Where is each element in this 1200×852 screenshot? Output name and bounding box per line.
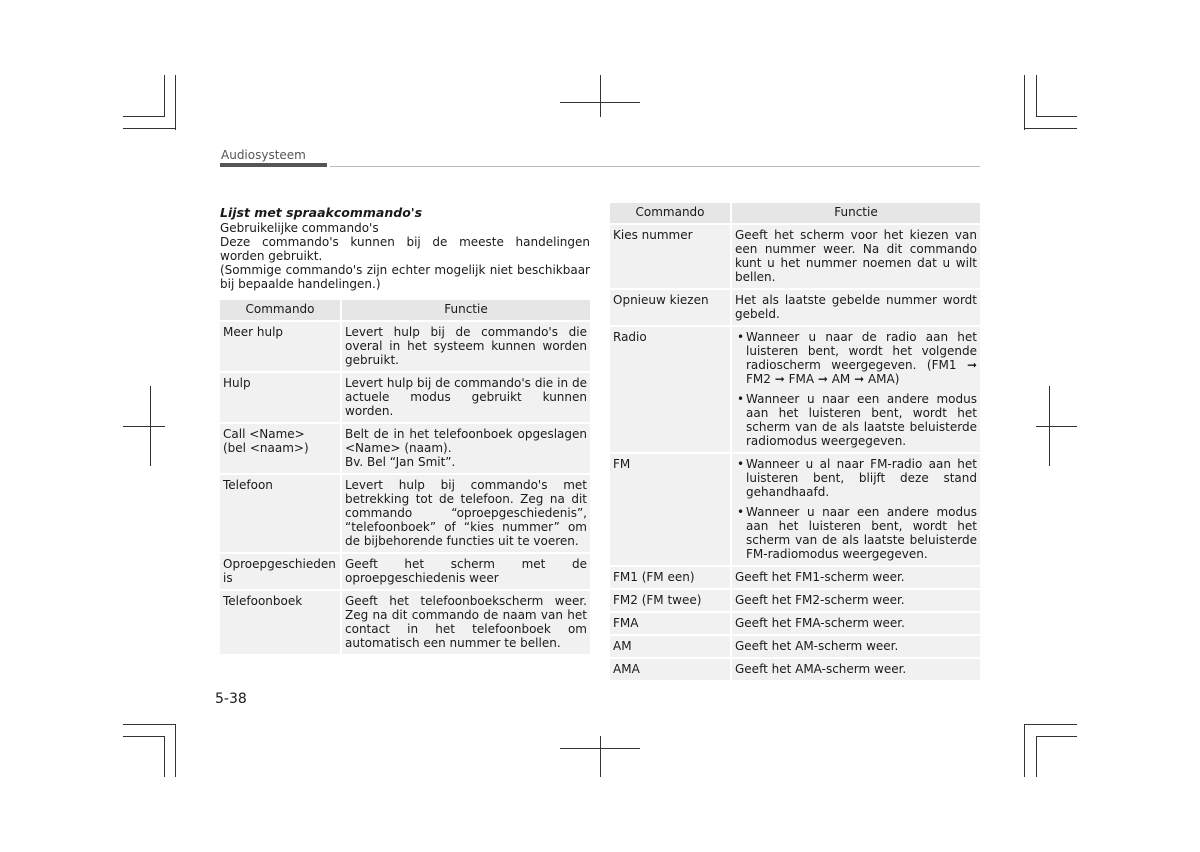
crop-mark bbox=[600, 736, 601, 777]
header-bar bbox=[220, 163, 327, 167]
function-cell: Geeft het AM-scherm weer. bbox=[730, 634, 980, 657]
subsection-title: Gebruikelijke commando's bbox=[220, 221, 379, 235]
crop-mark bbox=[123, 128, 175, 129]
table-row bbox=[220, 473, 590, 552]
command-cell: Kies nummer bbox=[610, 223, 730, 288]
table-row bbox=[610, 657, 980, 680]
column-header-function: Functie bbox=[340, 300, 590, 320]
crop-mark bbox=[1036, 116, 1077, 117]
crop-mark bbox=[164, 736, 165, 777]
page-number: 5-38 bbox=[215, 691, 247, 707]
crop-mark bbox=[123, 426, 165, 427]
crop-mark bbox=[1024, 724, 1025, 777]
command-cell: AM bbox=[610, 634, 730, 657]
bullet-list bbox=[735, 457, 977, 561]
crop-mark bbox=[1024, 724, 1077, 725]
function-cell: Geeft het AMA-scherm weer. bbox=[730, 657, 980, 680]
command-cell: AMA bbox=[610, 657, 730, 680]
bullet-item: • Wanneer u naar de radio aan het luisteren bent, wordt het volgende radioscherm weergegeven. (FM1 ➞ FM2 ➞ FMA ➞ AM ➞ AMA) bbox=[735, 330, 977, 386]
function-cell bbox=[730, 325, 980, 452]
column-header-function: Functie bbox=[730, 203, 980, 223]
command-cell: Hulp bbox=[220, 371, 340, 422]
crop-mark bbox=[1024, 75, 1025, 130]
crop-mark bbox=[600, 75, 601, 117]
radio-commands-table bbox=[610, 203, 980, 680]
crop-mark bbox=[1024, 128, 1077, 129]
table-header-row bbox=[610, 203, 980, 223]
column-header-command: Commando bbox=[610, 203, 730, 223]
function-cell: Geeft het scherm met de oproepgeschiedenis weer bbox=[340, 552, 590, 589]
crop-mark bbox=[1036, 736, 1077, 737]
table-row bbox=[610, 288, 980, 325]
section-title: Lijst met spraakcommando's bbox=[220, 205, 423, 220]
command-cell: Radio bbox=[610, 325, 730, 452]
table-row bbox=[220, 422, 590, 473]
function-cell: Geeft het FM1-scherm weer. bbox=[730, 565, 980, 588]
table-row bbox=[220, 552, 590, 589]
command-cell: Meer hulp bbox=[220, 320, 340, 371]
command-cell: FM bbox=[610, 452, 730, 565]
crop-mark bbox=[123, 736, 165, 737]
table-row bbox=[610, 634, 980, 657]
command-cell: Call <Name> (bel <naam>) bbox=[220, 422, 340, 473]
function-cell: Geeft het telefoonboekscherm weer. Zeg na dit commando de naam van het contact in het telefoonboek om automatisch een nummer te bellen. bbox=[340, 589, 590, 654]
crop-mark bbox=[123, 116, 165, 117]
crop-mark bbox=[175, 724, 176, 777]
left-column bbox=[220, 205, 590, 654]
crop-mark bbox=[123, 724, 175, 725]
table-row bbox=[610, 452, 980, 565]
table-row bbox=[610, 588, 980, 611]
command-cell: Telefoon bbox=[220, 473, 340, 552]
function-cell: Geeft het FM2-scherm weer. bbox=[730, 588, 980, 611]
command-cell: Telefoonboek bbox=[220, 589, 340, 654]
right-column bbox=[610, 203, 980, 680]
function-cell: Levert hulp bij de commando's die overal in het systeem kunnen worden gebruikt. bbox=[340, 320, 590, 371]
function-cell: Belt de in het telefoonboek opgeslagen <Name> (naam). Bv. Bel “Jan Smit”. bbox=[340, 422, 590, 473]
command-cell: Opnieuw kiezen bbox=[610, 288, 730, 325]
command-cell: FM1 (FM een) bbox=[610, 565, 730, 588]
crop-mark bbox=[1036, 736, 1037, 777]
column-header-command: Commando bbox=[220, 300, 340, 320]
function-cell: Levert hulp bij commando's met betrekking tot de telefoon. Zeg na dit commando “oproepgeschiedenis”, “telefoonboek” of “kies nummer” om de bijbehorende functies uit te voeren. bbox=[340, 473, 590, 552]
table-row bbox=[610, 325, 980, 452]
note-paragraph: (Sommige commando's zijn echter mogelijk niet beschikbaar bij bepaalde handelingen.) bbox=[220, 263, 590, 291]
function-cell bbox=[730, 452, 980, 565]
bullet-item: • Wanneer u al naar FM-radio aan het luisteren bent, blijft deze stand gehandhaafd. bbox=[735, 457, 977, 499]
function-cell: Het als laatste gebelde nummer wordt gebeld. bbox=[730, 288, 980, 325]
crop-mark bbox=[1036, 426, 1077, 427]
crop-mark bbox=[175, 75, 176, 130]
table-row bbox=[220, 371, 590, 422]
command-cell: Oproepgeschiedenis bbox=[220, 552, 340, 589]
section-header: Audiosysteem bbox=[221, 148, 306, 162]
command-cell: FMA bbox=[610, 611, 730, 634]
table-header-row bbox=[220, 300, 590, 320]
crop-mark bbox=[164, 75, 165, 117]
crop-mark bbox=[1036, 75, 1037, 117]
bullet-item: • Wanneer u naar een andere modus aan het luisteren bent, wordt het scherm van de als laatste beluisterde radiomodus weergegeven. bbox=[735, 392, 977, 448]
bullet-list bbox=[735, 330, 977, 448]
function-cell: Levert hulp bij de commando's die in de actuele modus gebruikt kunnen worden. bbox=[340, 371, 590, 422]
table-row bbox=[610, 565, 980, 588]
crop-mark bbox=[560, 102, 640, 103]
header-rule bbox=[330, 166, 980, 167]
function-cell: Geeft het FMA-scherm weer. bbox=[730, 611, 980, 634]
crop-mark bbox=[560, 748, 640, 749]
table-row bbox=[610, 611, 980, 634]
table-row bbox=[220, 589, 590, 654]
common-commands-table bbox=[220, 300, 590, 654]
table-row bbox=[220, 320, 590, 371]
bullet-item: • Wanneer u naar een andere modus aan het luisteren bent, wordt het scherm van de als laatste beluisterde FM-radiomodus weergegeven. bbox=[735, 505, 977, 561]
command-cell: FM2 (FM twee) bbox=[610, 588, 730, 611]
table-row bbox=[610, 223, 980, 288]
function-cell: Geeft het scherm voor het kiezen van een nummer weer. Na dit commando kunt u het nummer noemen dat u wilt bellen. bbox=[730, 223, 980, 288]
intro-paragraph: Deze commando's kunnen bij de meeste handelingen worden gebruikt. bbox=[220, 235, 590, 263]
